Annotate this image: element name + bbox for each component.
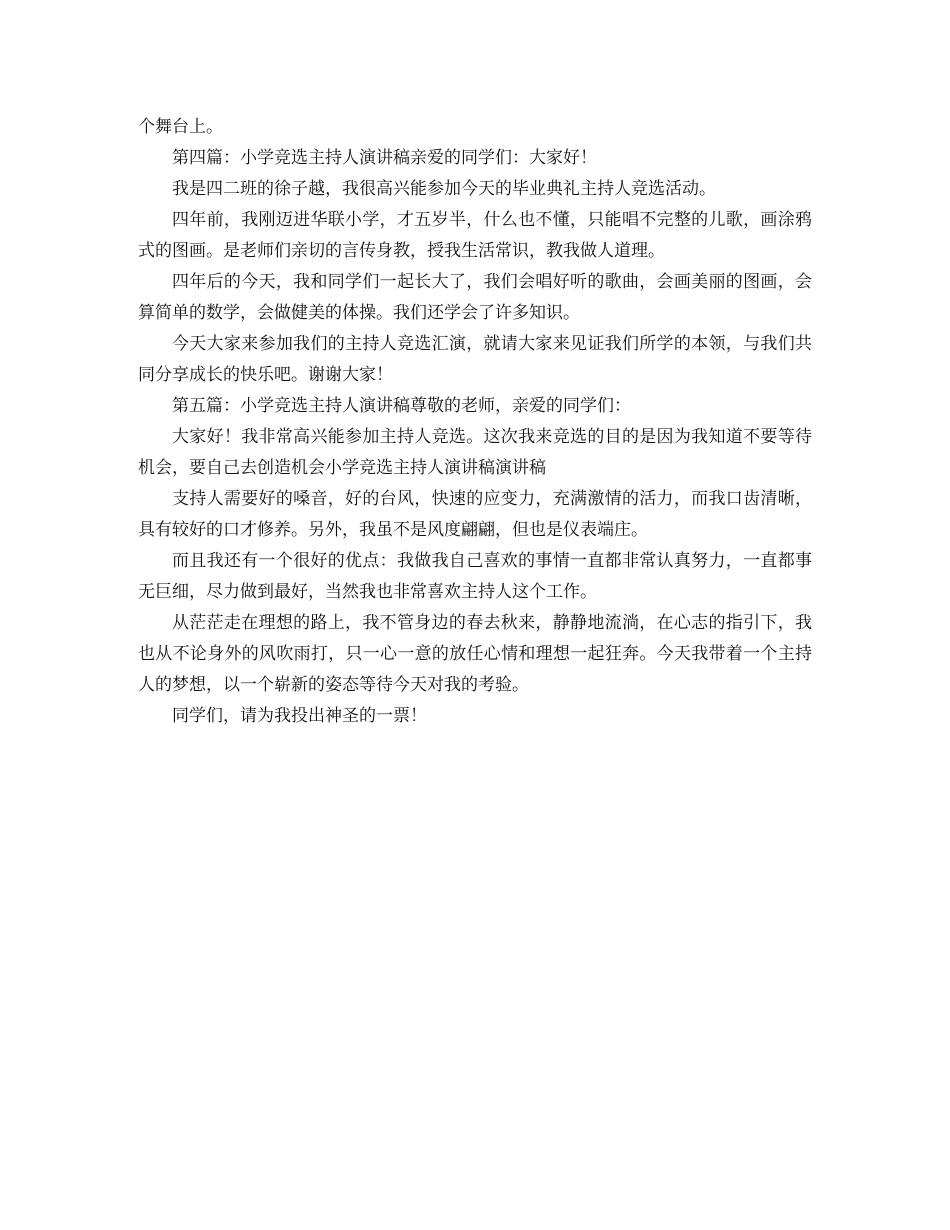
paragraph-heading-part-four: 第四篇：小学竞选主持人演讲稿亲爱的同学们：大家好！ [172,148,597,168]
paragraph: 我是四二班的徐子越，我很高兴能参加今天的毕业典礼主持人竞选活动。 [172,179,716,199]
paragraph: 四年后的今天，我和同学们一起长大了，我们会唱好听的歌曲，会画美丽的图画，会算简单的数学，会做健美的体操。我们还学会了许多知识。 [138,272,812,323]
paragraph: 今天大家来参加我们的主持人竞选汇演，就请大家来见证我们所学的本领，与我们共同分享成长的快乐吧。谢谢大家！ [138,334,812,385]
paragraph: 从茫茫走在理想的路上，我不管身边的春去秋来，静静地流淌，在心志的指引下，我也从不论身外的风吹雨打，只一心一意的放任心情和理想一起狂奔。今天我带着一个主持人的梦想，以一个崭新的姿态等待今天对我的考验。 [138,613,812,695]
paragraph: 而且我还有一个很好的优点：我做我自己喜欢的事情一直都非常认真努力，一直都事无巨细，尽力做到最好，当然我也非常喜欢主持人这个工作。 [138,551,812,602]
document-body [138,112,812,732]
paragraph-continuation: 个舞台上。 [138,117,223,137]
paragraph-closing: 同学们，请为我投出神圣的一票！ [172,706,427,726]
paragraph-heading-part-five: 第五篇：小学竞选主持人演讲稿尊敬的老师，亲爱的同学们： [172,396,631,416]
paragraph: 四年前，我刚迈进华联小学，才五岁半，什么也不懂，只能唱不完整的儿歌，画涂鸦式的图画。是老师们亲切的言传身教，授我生活常识，教我做人道理。 [138,210,812,261]
paragraph: 大家好！我非常高兴能参加主持人竞选。这次我来竞选的目的是因为我知道不要等待机会，要自己去创造机会小学竞选主持人演讲稿演讲稿 [138,427,812,478]
paragraph: 支持人需要好的嗓音，好的台风，快速的应变力，充满激情的活力，而我口齿清晰，具有较好的口才修养。另外，我虽不是风度翩翩，但也是仪表端庄。 [138,489,812,540]
